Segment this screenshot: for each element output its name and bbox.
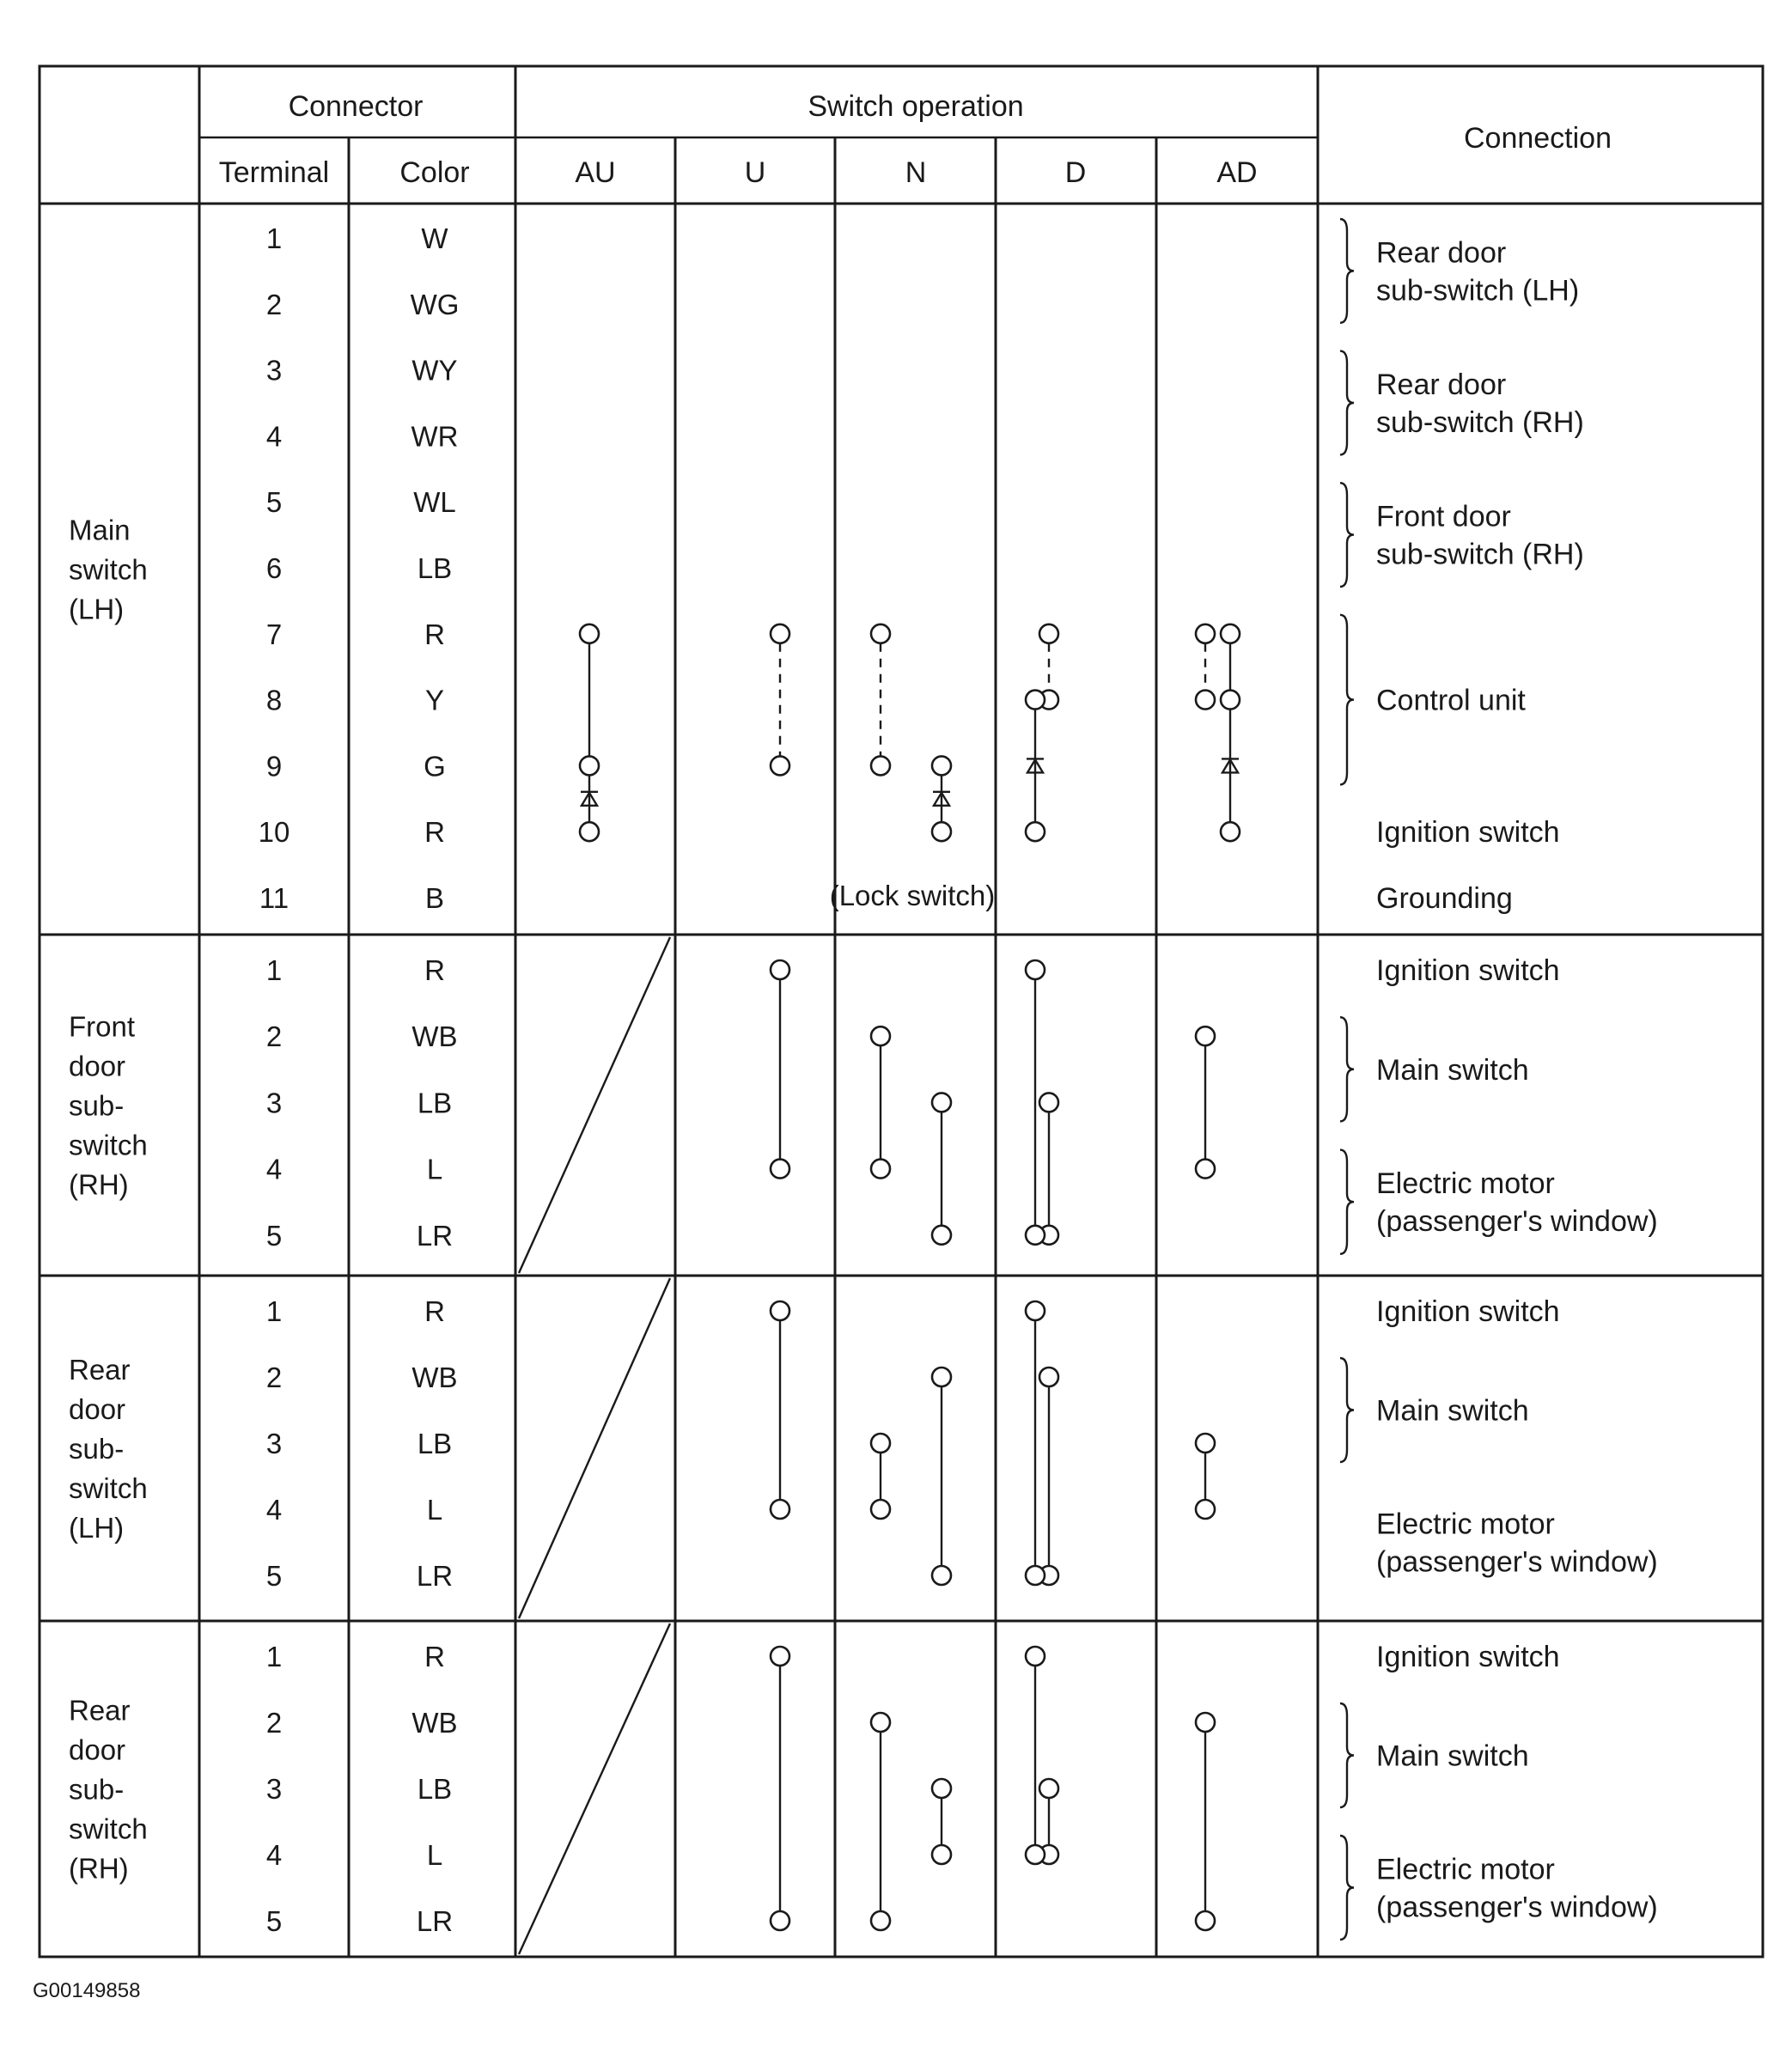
brace — [1340, 1150, 1354, 1254]
section-label-line: Rear — [69, 1694, 131, 1727]
terminal-node — [1026, 960, 1045, 979]
section-label-line: (RH) — [69, 1852, 129, 1885]
terminal-node — [1026, 1566, 1045, 1585]
wire-color: WY — [411, 354, 458, 387]
section-label-line: door — [69, 1733, 126, 1766]
header-connection: Connection — [1463, 122, 1612, 155]
terminal-node — [1026, 1226, 1045, 1245]
section-label-line: Rear — [69, 1354, 131, 1386]
terminal-number: 2 — [265, 1707, 283, 1739]
terminal-node — [1196, 691, 1215, 710]
terminal-number: 4 — [265, 1839, 283, 1871]
terminal-node — [771, 1160, 789, 1179]
connection-label: Electric motor — [1376, 1508, 1555, 1541]
terminal-node — [932, 1845, 951, 1864]
terminal-node — [1039, 624, 1058, 643]
section-label-line: switch — [69, 553, 148, 586]
section-label-line: Front — [69, 1010, 136, 1043]
terminal-number: 5 — [265, 1560, 283, 1592]
wire-color: LB — [417, 552, 453, 584]
terminal-node — [771, 1647, 789, 1666]
connection-label: Main switch — [1376, 1739, 1529, 1773]
terminal-node — [932, 1566, 951, 1585]
section-label-line: Main — [69, 514, 131, 546]
brace — [1340, 1017, 1354, 1121]
terminal-node — [771, 624, 789, 643]
terminal-node — [1026, 822, 1045, 841]
terminal-node — [1026, 1647, 1045, 1666]
terminal-node — [871, 1026, 890, 1045]
terminal-number: 2 — [265, 288, 283, 320]
wire-color: WB — [411, 1020, 458, 1053]
terminal-node — [771, 756, 789, 775]
terminal-node — [1196, 1911, 1215, 1930]
terminal-number: 5 — [265, 486, 283, 519]
connection-label: Ignition switch — [1376, 954, 1560, 987]
terminal-number: 2 — [265, 1020, 283, 1053]
terminal-number: 4 — [265, 420, 283, 453]
connection-label: Ignition switch — [1376, 816, 1560, 850]
terminal-number: 8 — [265, 684, 283, 716]
lock-switch-label: (Lock switch) — [829, 880, 996, 911]
terminal-node — [580, 756, 599, 775]
terminal-number: 9 — [265, 750, 283, 783]
wire-color: LR — [416, 1905, 454, 1937]
header-op-d: D — [1064, 156, 1087, 189]
wire-color: R — [424, 618, 445, 650]
wire-color: WB — [411, 1707, 458, 1739]
not-applicable-slash — [519, 937, 670, 1273]
section-label-line: door — [69, 1393, 126, 1425]
wire-color: W — [421, 222, 448, 254]
terminal-node — [1221, 624, 1240, 643]
wire-color: LR — [416, 1560, 454, 1592]
terminal-node — [1196, 624, 1215, 643]
section-label-line: switch — [69, 1472, 148, 1504]
connection-label: Electric motor — [1376, 1167, 1555, 1201]
terminal-number: 10 — [258, 816, 290, 849]
wire-color: R — [424, 1641, 445, 1672]
terminal-number: 3 — [265, 354, 283, 387]
terminal-number: 5 — [265, 1905, 283, 1937]
terminal-number: 3 — [265, 1428, 283, 1459]
section-label-line: sub- — [69, 1773, 125, 1806]
connection-label: (passenger's window) — [1376, 1205, 1658, 1239]
header-op-au: AU — [575, 156, 616, 189]
section-label-line: switch — [69, 1129, 148, 1161]
header-op-u: U — [744, 156, 766, 189]
connection-label: sub-switch (LH) — [1376, 274, 1580, 308]
terminal-number: 2 — [265, 1362, 283, 1393]
header-switch-operation: Switch operation — [808, 90, 1024, 123]
terminal-node — [932, 1779, 951, 1798]
terminal-number: 7 — [265, 618, 283, 650]
terminal-node — [771, 1301, 789, 1320]
connection-label: Ignition switch — [1376, 1295, 1560, 1328]
terminal-node — [932, 756, 951, 775]
figure-code: G00149858 — [33, 1979, 141, 2002]
section-label-line: door — [69, 1050, 126, 1082]
section-label-line: (LH) — [69, 1512, 125, 1544]
wire-color: WR — [411, 420, 459, 453]
connection-label: Main switch — [1376, 1394, 1529, 1428]
wire-color: LB — [417, 1773, 453, 1805]
terminal-node — [771, 1500, 789, 1519]
terminal-node — [1026, 691, 1045, 710]
connection-label: (passenger's window) — [1376, 1545, 1658, 1579]
terminal-node — [580, 822, 599, 841]
brace — [1340, 483, 1354, 587]
connection-label: (passenger's window) — [1376, 1891, 1658, 1924]
terminal-number: 11 — [259, 882, 290, 914]
connection-label: Ignition switch — [1376, 1641, 1560, 1673]
terminal-node — [1026, 1301, 1045, 1320]
terminal-node — [1039, 1779, 1058, 1798]
connection-label: Grounding — [1376, 882, 1513, 915]
connection-label: Control unit — [1376, 684, 1526, 717]
section-label-line: sub- — [69, 1433, 125, 1465]
terminal-number: 1 — [265, 1641, 283, 1672]
wire-color: WL — [413, 486, 456, 519]
wire-color: L — [426, 1494, 443, 1526]
wire-color: LR — [416, 1219, 454, 1252]
terminal-node — [1221, 822, 1240, 841]
terminal-node — [771, 960, 789, 979]
connection-label: Electric motor — [1376, 1853, 1555, 1886]
wire-color: WB — [411, 1362, 458, 1393]
header-connector: Connector — [288, 90, 424, 123]
terminal-node — [1039, 1368, 1058, 1386]
section-label-line: switch — [69, 1812, 148, 1845]
brace — [1340, 219, 1354, 323]
terminal-node — [1026, 1845, 1045, 1864]
connection-label: Rear door — [1376, 236, 1507, 270]
wire-color: LB — [417, 1428, 453, 1459]
connection-label: sub-switch (RH) — [1376, 406, 1584, 439]
section-label-line: (LH) — [69, 593, 125, 625]
terminal-node — [871, 1713, 890, 1732]
wire-color: R — [424, 954, 445, 986]
terminal-number: 3 — [265, 1087, 283, 1119]
brace — [1340, 1358, 1354, 1462]
terminal-node — [580, 624, 599, 643]
connection-label: Front door — [1376, 500, 1511, 533]
not-applicable-slash — [519, 1624, 670, 1954]
terminal-number: 3 — [265, 1773, 283, 1805]
terminal-node — [932, 1226, 951, 1245]
connection-label: sub-switch (RH) — [1376, 538, 1584, 571]
terminal-node — [871, 756, 890, 775]
terminal-number: 1 — [265, 222, 283, 254]
not-applicable-slash — [519, 1278, 670, 1618]
terminal-node — [932, 1368, 951, 1386]
terminal-node — [1196, 1160, 1215, 1179]
header-color: Color — [399, 156, 470, 189]
section — [69, 1278, 1658, 1618]
terminal-node — [1039, 1093, 1058, 1112]
section — [69, 219, 1584, 915]
terminal-node — [1196, 1500, 1215, 1519]
table-header — [219, 90, 1612, 189]
header-terminal: Terminal — [218, 156, 330, 189]
connection-label: Main switch — [1376, 1053, 1529, 1087]
terminal-node — [871, 1500, 890, 1519]
terminal-node — [771, 1911, 789, 1930]
wire-color: L — [426, 1153, 443, 1185]
wire-color: L — [426, 1839, 443, 1871]
wire-color: WG — [410, 288, 460, 320]
terminal-node — [1196, 1434, 1215, 1453]
brace — [1340, 1836, 1354, 1940]
brace — [1340, 615, 1354, 785]
header-op-ad: AD — [1216, 156, 1258, 189]
terminal-number: 4 — [265, 1153, 283, 1185]
section — [69, 1624, 1658, 1954]
header-op-n: N — [905, 156, 927, 189]
terminal-node — [1221, 691, 1240, 710]
terminal-node — [871, 1434, 890, 1453]
wire-color: Y — [424, 684, 445, 716]
terminal-node — [1196, 1713, 1215, 1732]
wire-color: B — [424, 882, 445, 914]
terminal-node — [1196, 1026, 1215, 1045]
section-label-line: (RH) — [69, 1168, 129, 1201]
terminal-number: 6 — [265, 552, 283, 584]
wire-color: G — [424, 750, 446, 783]
section-label-line: sub- — [69, 1089, 125, 1122]
wire-color: LB — [417, 1087, 453, 1119]
terminal-node — [871, 624, 890, 643]
terminal-number: 1 — [265, 1295, 283, 1327]
section — [69, 937, 1658, 1273]
wire-color: R — [424, 1295, 445, 1327]
terminal-node — [932, 1093, 951, 1112]
table-body — [69, 219, 1658, 1954]
wire-color: R — [424, 816, 445, 849]
brace — [1340, 351, 1354, 455]
brace — [1340, 1703, 1354, 1807]
terminal-number: 1 — [265, 954, 283, 986]
terminal-node — [871, 1160, 890, 1179]
terminal-node — [932, 822, 951, 841]
terminal-number: 5 — [265, 1219, 283, 1252]
terminal-node — [871, 1911, 890, 1930]
terminal-number: 4 — [265, 1494, 283, 1526]
connection-label: Rear door — [1376, 369, 1507, 401]
